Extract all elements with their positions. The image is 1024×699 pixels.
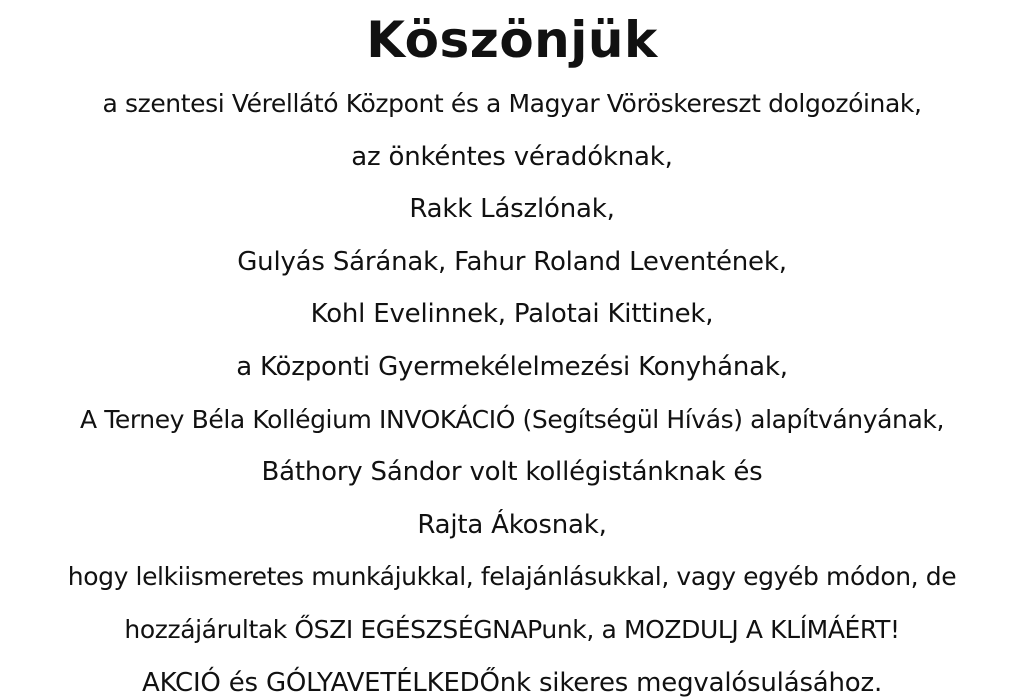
text-line: hogy lelkiismeretes munkájukkal, felajánlásukkal, vagy egyéb módon, de <box>67 562 957 592</box>
text-line: Báthory Sándor volt kollégistánknak és <box>261 457 763 488</box>
page-title: Köszönjük <box>366 11 658 69</box>
text-line: A Terney Béla Kollégium INVOKÁCIÓ (Segítségül Hívás) alapítványának, <box>79 404 945 434</box>
text-line: Rakk Lászlónak, <box>409 194 615 225</box>
text-line: Gulyás Sárának, Fahur Roland Leventének, <box>237 246 787 277</box>
text-line: a szentesi Vérellátó Központ és a Magyar Vöröskereszt dolgozóinak, <box>102 89 922 118</box>
text-line: hozzájárultak ŐSZI EGÉSZSÉGNAPunk, a MOZDULJ A KLÍMÁÉRT! <box>124 614 900 644</box>
text-line: a Központi Gyermekélelmezési Konyhának, <box>236 351 788 382</box>
thank-you-text <box>10 78 1014 699</box>
text-line: Kohl Evelinnek, Palotai Kittinek, <box>310 299 714 330</box>
text-line: Rajta Ákosnak, <box>417 509 607 540</box>
text-line: AKCIÓ és GÓLYAVETÉLKEDŐnk sikeres megvalósulásához. <box>141 667 883 698</box>
text-line: az önkéntes véradóknak, <box>351 141 673 172</box>
